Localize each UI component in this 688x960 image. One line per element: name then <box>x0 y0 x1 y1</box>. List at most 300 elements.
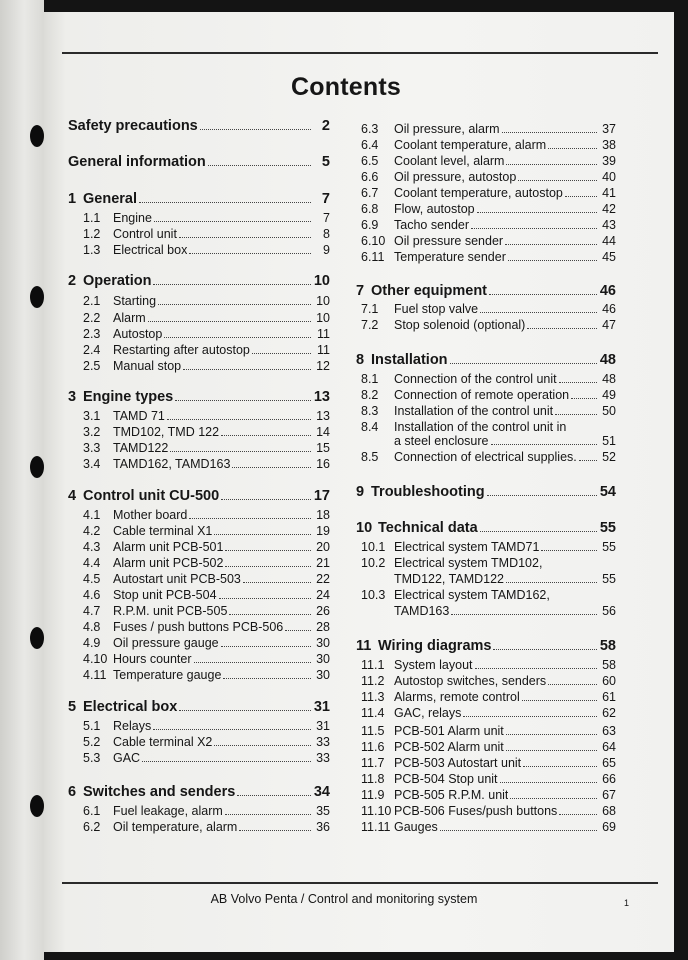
dot-leader <box>502 132 597 133</box>
dot-leader <box>243 582 311 583</box>
toc-page-number: 16 <box>316 457 330 471</box>
toc-number: 11.10 <box>361 804 392 818</box>
toc-entry <box>356 724 616 738</box>
dot-leader <box>139 202 311 203</box>
dot-leader <box>505 244 597 245</box>
toc-entry <box>68 572 330 586</box>
toc-page-number: 13 <box>316 409 330 423</box>
toc-title: Operation <box>83 273 152 289</box>
toc-number: 10.1 <box>361 540 386 554</box>
toc-title: PCB-501 Alarm unit <box>394 724 504 738</box>
dot-leader <box>463 716 597 717</box>
toc-title: Technical data <box>378 520 478 536</box>
dot-leader <box>142 761 311 762</box>
toc-number: 11.6 <box>361 740 385 754</box>
dot-leader <box>559 814 597 815</box>
toc-page-number: 30 <box>316 652 330 666</box>
dot-leader <box>221 435 311 436</box>
toc-title: Electrical system TMD102, <box>394 556 543 570</box>
toc-entry <box>356 234 616 248</box>
dot-leader <box>491 444 597 445</box>
toc-number: 6.1 <box>83 804 101 818</box>
dot-leader <box>493 649 596 650</box>
toc-page-number: 18 <box>316 508 330 522</box>
toc-title: Autostop <box>113 327 163 341</box>
toc-entry <box>68 457 330 471</box>
dot-leader <box>541 550 597 551</box>
toc-entry <box>356 588 616 602</box>
toc-page-number: 51 <box>602 434 616 448</box>
toc-section <box>68 154 330 170</box>
dot-leader <box>229 614 311 615</box>
toc-number: 11.9 <box>361 788 385 802</box>
toc-entry <box>356 604 616 618</box>
toc-title: Temperature gauge <box>113 668 222 682</box>
toc-number: 3.1 <box>83 409 101 423</box>
toc-title: Stop solenoid (optional) <box>394 318 526 332</box>
toc-page-number: 65 <box>602 756 616 770</box>
toc-entry <box>68 359 330 373</box>
toc-page-number: 48 <box>602 372 616 386</box>
dot-leader <box>153 729 311 730</box>
toc-page-number: 58 <box>602 658 616 672</box>
toc-entry <box>68 409 330 423</box>
toc-title: TAMD162, TAMD163 <box>113 457 231 471</box>
toc-section <box>68 488 330 504</box>
dot-leader <box>506 582 597 583</box>
toc-number: 4.5 <box>83 572 101 586</box>
toc-page-number: 19 <box>316 524 330 538</box>
toc-page-number: 67 <box>602 788 616 802</box>
toc-title: General <box>83 191 137 207</box>
toc-number: 11.5 <box>361 724 385 738</box>
toc-title: Switches and senders <box>83 784 236 800</box>
toc-title: Autostop switches, senders <box>394 674 547 688</box>
dot-leader <box>559 382 597 383</box>
dot-leader <box>232 467 311 468</box>
toc-title: Oil temperature, alarm <box>113 820 238 834</box>
toc-section <box>68 699 330 715</box>
toc-page-number: 69 <box>602 820 616 834</box>
dot-leader <box>214 745 311 746</box>
toc-section <box>356 352 616 368</box>
toc-entry <box>356 740 616 754</box>
toc-number: 7.1 <box>361 302 379 316</box>
toc-title: Gauges <box>394 820 438 834</box>
toc-title: Other equipment <box>371 283 488 299</box>
toc-page-number: 35 <box>316 804 330 818</box>
toc-number: 4 <box>68 488 77 504</box>
dot-leader <box>183 369 311 370</box>
toc-entry <box>68 508 330 522</box>
toc-entry <box>356 318 616 332</box>
toc-title: TMD122, TAMD122 <box>394 572 504 586</box>
toc-page-number: 30 <box>316 636 330 650</box>
toc-title: Installation of the control unit in <box>394 420 567 434</box>
toc-number: 4.7 <box>83 604 101 618</box>
toc-number: 6.9 <box>361 218 379 232</box>
dot-leader <box>237 795 311 796</box>
toc-title: Starting <box>113 294 157 308</box>
toc-page-number: 52 <box>602 450 616 464</box>
toc-number: 4.10 <box>83 652 108 666</box>
toc-number: 2 <box>68 273 77 289</box>
toc-page-number: 24 <box>316 588 330 602</box>
toc-entry <box>68 668 330 682</box>
toc-entry <box>68 588 330 602</box>
toc-entry <box>356 186 616 200</box>
dot-leader <box>225 550 311 551</box>
dot-leader <box>221 499 311 500</box>
toc-page-number: 64 <box>602 740 616 754</box>
toc-title: R.P.M. unit PCB-505 <box>113 604 228 618</box>
toc-number: 1.1 <box>83 211 101 225</box>
toc-entry <box>68 751 330 765</box>
toc-page-number: 61 <box>602 690 616 704</box>
dot-leader <box>506 750 597 751</box>
toc-page-number: 46 <box>599 283 616 299</box>
toc-title: Fuses / push buttons PCB-506 <box>113 620 284 634</box>
toc-number: 5.3 <box>83 751 101 765</box>
toc-number: 11.1 <box>361 658 385 672</box>
toc-title: a steel enclosure <box>394 434 489 448</box>
page-footer: AB Volvo Penta / Control and monitoring system <box>210 892 478 906</box>
toc-number: 5.2 <box>83 735 101 749</box>
toc-number: 10.2 <box>361 556 386 570</box>
dot-leader <box>522 700 597 701</box>
dot-leader <box>170 451 311 452</box>
toc-page-number: 33 <box>316 735 330 749</box>
toc-entry <box>68 441 330 455</box>
toc-number: 4.1 <box>83 508 101 522</box>
toc-entry <box>68 243 330 257</box>
toc-title: Control unit CU-500 <box>83 488 220 504</box>
toc-number: 6.8 <box>361 202 379 216</box>
toc-entry <box>356 138 616 152</box>
binder-hole <box>30 286 44 308</box>
toc-entry <box>68 636 330 650</box>
dot-leader <box>153 284 310 285</box>
dot-leader <box>225 566 311 567</box>
toc-number: 3.3 <box>83 441 101 455</box>
dot-leader <box>565 196 597 197</box>
binder-hole <box>30 125 44 147</box>
toc-number: 11.11 <box>361 820 391 834</box>
toc-title: Engine <box>113 211 152 225</box>
toc-page-number: 45 <box>602 250 616 264</box>
toc-number: 4.9 <box>83 636 101 650</box>
toc-page-number: 12 <box>316 359 330 373</box>
toc-title: Alarm unit PCB-502 <box>113 556 224 570</box>
toc-title: Oil pressure, alarm <box>394 122 500 136</box>
toc-title: PCB-503 Autostart unit <box>394 756 522 770</box>
toc-page-number: 7 <box>321 191 330 207</box>
dot-leader <box>471 228 597 229</box>
toc-number: 10 <box>356 520 373 536</box>
toc-page-number: 39 <box>602 154 616 168</box>
dot-leader <box>189 253 311 254</box>
dot-leader <box>548 148 597 149</box>
toc-entry <box>356 540 616 554</box>
toc-entry <box>356 420 616 434</box>
toc-title: GAC <box>113 751 141 765</box>
toc-number: 4.6 <box>83 588 101 602</box>
toc-page-number: 5 <box>321 154 330 170</box>
toc-entry <box>356 706 616 720</box>
dot-leader <box>477 212 597 213</box>
dot-leader <box>252 353 311 354</box>
toc-page-number: 68 <box>602 804 616 818</box>
toc-number: 2.2 <box>83 311 101 325</box>
dot-leader <box>221 646 311 647</box>
toc-number: 11.3 <box>361 690 385 704</box>
toc-section <box>68 273 330 289</box>
toc-title: Electrical box <box>113 243 188 257</box>
toc-title: Manual stop <box>113 359 182 373</box>
dot-leader <box>148 321 311 322</box>
toc-title: Installation <box>371 352 448 368</box>
toc-number: 2.5 <box>83 359 101 373</box>
toc-page-number: 55 <box>602 540 616 554</box>
toc-section <box>68 191 330 207</box>
dot-leader <box>450 363 597 364</box>
dot-leader <box>480 531 597 532</box>
toc-entry <box>356 388 616 402</box>
toc-entry <box>356 820 616 834</box>
toc-page-number: 41 <box>602 186 616 200</box>
toc-number: 4.4 <box>83 556 101 570</box>
toc-number: 4.8 <box>83 620 101 634</box>
toc-number: 6.7 <box>361 186 379 200</box>
toc-title: Stop unit PCB-504 <box>113 588 217 602</box>
toc-page-number: 10 <box>316 311 330 325</box>
toc-number: 1.2 <box>83 227 101 241</box>
toc-entry <box>68 719 330 733</box>
dot-leader <box>508 260 597 261</box>
dot-leader <box>189 518 311 519</box>
toc-title: Fuel stop valve <box>394 302 479 316</box>
toc-title: Fuel leakage, alarm <box>113 804 223 818</box>
toc-number: 3 <box>68 389 77 405</box>
toc-title: Connection of electrical supplies. <box>394 450 577 464</box>
toc-entry <box>356 450 616 464</box>
toc-page-number: 2 <box>321 118 330 134</box>
dot-leader <box>154 221 311 222</box>
toc-title: Cable terminal X2 <box>113 735 213 749</box>
toc-number: 5.1 <box>83 719 101 733</box>
dot-leader <box>480 312 597 313</box>
toc-page-number: 36 <box>316 820 330 834</box>
toc-entry <box>68 620 330 634</box>
toc-page-number: 40 <box>602 170 616 184</box>
toc-number: 6.5 <box>361 154 379 168</box>
toc-title: TAMD122 <box>113 441 169 455</box>
bottom-rule <box>62 882 658 884</box>
toc-entry <box>356 170 616 184</box>
toc-entry <box>68 604 330 618</box>
dot-leader <box>200 129 311 130</box>
dot-leader <box>579 460 597 461</box>
toc-page-number: 66 <box>602 772 616 786</box>
toc-entry <box>68 556 330 570</box>
toc-page-number: 31 <box>316 719 330 733</box>
toc-title: GAC, relays <box>394 706 462 720</box>
toc-title: Troubleshooting <box>371 484 485 500</box>
toc-title: Coolant level, alarm <box>394 154 505 168</box>
toc-title: Flow, autostop <box>394 202 475 216</box>
toc-title: Alarm <box>113 311 146 325</box>
toc-page-number: 14 <box>316 425 330 439</box>
binder-hole <box>30 627 44 649</box>
toc-entry <box>356 302 616 316</box>
dot-leader <box>239 830 311 831</box>
toc-number: 11.2 <box>361 674 385 688</box>
toc-title: TAMD163 <box>394 604 450 618</box>
toc-number: 6.3 <box>361 122 379 136</box>
binder-hole <box>30 456 44 478</box>
toc-page-number: 43 <box>602 218 616 232</box>
dot-leader <box>548 684 597 685</box>
dot-leader <box>194 662 311 663</box>
toc-page-number: 11 <box>317 343 330 357</box>
toc-title: Safety precautions <box>68 118 198 134</box>
toc-title: Coolant temperature, autostop <box>394 186 563 200</box>
dot-leader <box>506 164 597 165</box>
toc-number: 8.3 <box>361 404 379 418</box>
toc-page-number: 10 <box>316 294 330 308</box>
toc-entry <box>356 404 616 418</box>
page-number: 1 <box>624 898 630 908</box>
toc-section <box>356 520 616 536</box>
toc-number: 8.2 <box>361 388 379 402</box>
toc-entry <box>356 658 616 672</box>
toc-number: 8.1 <box>361 372 379 386</box>
toc-page-number: 13 <box>313 389 330 405</box>
dot-leader <box>500 782 597 783</box>
toc-title: Electrical box <box>83 699 178 715</box>
toc-number: 1.3 <box>83 243 101 257</box>
toc-entry <box>68 820 330 834</box>
toc-page-number: 30 <box>316 668 330 682</box>
toc-title: General information <box>68 154 206 170</box>
toc-title: PCB-506 Fuses/push buttons <box>394 804 558 818</box>
toc-page-number: 56 <box>602 604 616 618</box>
toc-number: 2.4 <box>83 343 101 357</box>
dot-leader <box>527 328 597 329</box>
toc-entry <box>68 343 330 357</box>
toc-section <box>356 638 616 654</box>
toc-number: 3.2 <box>83 425 101 439</box>
toc-section <box>356 484 616 500</box>
toc-number: 11.8 <box>361 772 385 786</box>
toc-entry <box>356 756 616 770</box>
toc-title: System layout <box>394 658 473 672</box>
toc-entry <box>68 540 330 554</box>
toc-number: 6 <box>68 784 77 800</box>
toc-number: 2.3 <box>83 327 101 341</box>
toc-page-number: 20 <box>316 540 330 554</box>
dot-leader <box>214 534 311 535</box>
toc-entry <box>68 735 330 749</box>
toc-number: 6.4 <box>361 138 379 152</box>
toc-page-number: 22 <box>316 572 330 586</box>
toc-page-number: 50 <box>602 404 616 418</box>
toc-page-number: 60 <box>602 674 616 688</box>
toc-page-number: 55 <box>602 572 616 586</box>
dot-leader <box>475 668 597 669</box>
toc-title: Mother board <box>113 508 188 522</box>
toc-page-number: 28 <box>316 620 330 634</box>
toc-title: Relays <box>113 719 152 733</box>
toc-page-number: 7 <box>323 211 330 225</box>
dot-leader <box>164 337 311 338</box>
toc-number: 8.4 <box>361 420 379 434</box>
toc-number: 4.2 <box>83 524 101 538</box>
dot-leader <box>208 165 311 166</box>
toc-number: 11.7 <box>361 756 385 770</box>
toc-number: 9 <box>356 484 365 500</box>
toc-title: PCB-505 R.P.M. unit <box>394 788 509 802</box>
dot-leader <box>285 630 311 631</box>
toc-page-number: 10 <box>313 273 330 289</box>
toc-page-number: 62 <box>602 706 616 720</box>
toc-number: 2.1 <box>83 294 101 308</box>
dot-leader <box>451 614 597 615</box>
dot-leader <box>440 830 597 831</box>
toc-entry <box>68 524 330 538</box>
toc-number: 3.4 <box>83 457 101 471</box>
toc-title: Control unit <box>113 227 177 241</box>
toc-number: 6.11 <box>361 250 385 264</box>
dot-leader <box>158 304 311 305</box>
toc-page-number: 38 <box>602 138 616 152</box>
dot-leader <box>555 414 597 415</box>
toc-page-number: 46 <box>602 302 616 316</box>
toc-entry <box>356 250 616 264</box>
toc-title: TAMD 71 <box>113 409 165 423</box>
toc-page-number: 63 <box>602 724 616 738</box>
toc-number: 1 <box>68 191 77 207</box>
toc-number: 10.3 <box>361 588 386 602</box>
dot-leader <box>518 180 597 181</box>
toc-entry <box>356 772 616 786</box>
toc-entry <box>68 211 330 225</box>
dot-leader <box>179 710 311 711</box>
toc-title: Connection of remote operation <box>394 388 570 402</box>
binder-hole <box>30 795 44 817</box>
toc-entry <box>68 311 330 325</box>
toc-page-number: 26 <box>316 604 330 618</box>
dot-leader <box>489 294 597 295</box>
toc-page-number: 17 <box>313 488 330 504</box>
toc-entry <box>356 154 616 168</box>
toc-page-number: 47 <box>602 318 616 332</box>
toc-page-number: 42 <box>602 202 616 216</box>
toc-entry <box>356 804 616 818</box>
toc-page-number: 8 <box>323 227 330 241</box>
toc-entry <box>68 327 330 341</box>
toc-number: 4.11 <box>83 668 107 682</box>
dot-leader <box>506 734 597 735</box>
toc-page-number: 9 <box>323 243 330 257</box>
toc-page-number: 54 <box>599 484 616 500</box>
toc-entry <box>356 122 616 136</box>
toc-title: Tacho sender <box>394 218 470 232</box>
toc-page-number: 48 <box>599 352 616 368</box>
toc-page-number: 21 <box>316 556 330 570</box>
toc-entry <box>356 202 616 216</box>
toc-title: PCB-502 Alarm unit <box>394 740 504 754</box>
